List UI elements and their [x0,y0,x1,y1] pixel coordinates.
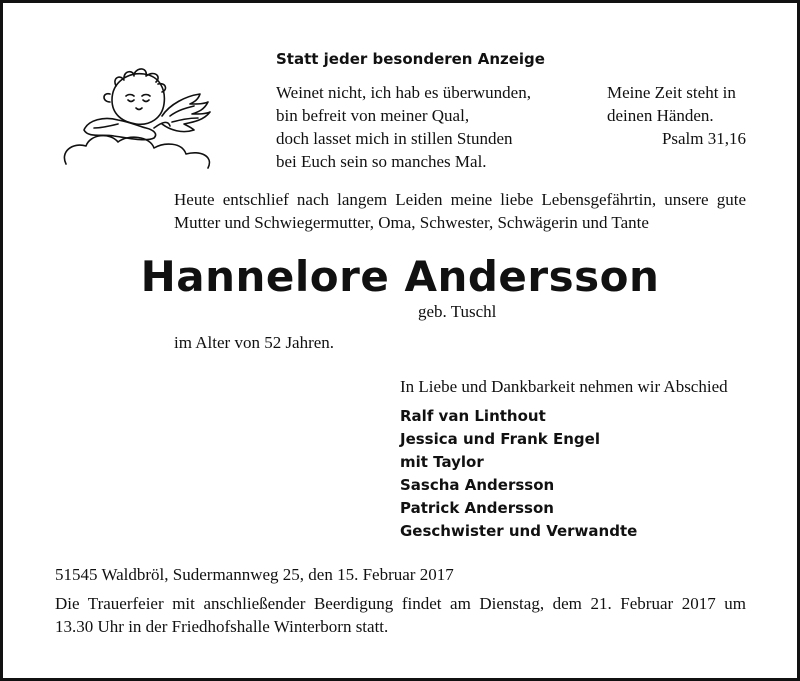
verse-reference: Psalm 31,16 [661,129,746,148]
deceased-name: Hannelore Andersson [140,252,660,301]
verse-line-1: Meine Zeit steht in [607,83,736,102]
poem-line-3: doch lasset mich in stillen Stunden [276,129,513,148]
address-date-line: 51545 Waldbröl, Sudermannweg 25, den 15. Februar 2017 [55,565,454,584]
farewell-intro: In Liebe und Dankbarkeit nehmen wir Abschied [400,377,728,396]
mourner-name: Patrick Andersson [400,499,554,517]
mourner-name: mit Taylor [400,453,484,471]
mourner-name: Geschwister und Verwandte [400,522,638,540]
intro-line-2: Mutter und Schwiegermutter, Oma, Schwester, Schwägerin und Tante [174,213,649,232]
verse-line-2: deinen Händen. [607,106,714,125]
poem-line-4: bei Euch sein so manches Mal. [276,152,487,171]
mourner-name: Sascha Andersson [400,476,555,494]
maiden-name: geb. Tuschl [418,302,497,321]
poem-line-1: Weinet nicht, ich hab es überwunden, [276,83,531,102]
ceremony-line-1: Die Trauerfeier mit anschließender Beerdigung findet am Dienstag, dem 21. Februar 2017 um [55,594,746,613]
mourner-name: Ralf van Linthout [400,407,546,425]
intro-line-1: Heute entschlief nach langem Leiden meine liebe Lebensgefährtin, unsere gute [174,190,746,209]
age-line: im Alter von 52 Jahren. [174,333,335,352]
notice-heading: Statt jeder besonderen Anzeige [276,50,545,68]
ceremony-line-2: 13.30 Uhr in der Friedhofshalle Winterborn statt. [55,617,389,636]
poem-line-2: bin befreit von meiner Qual, [276,106,470,125]
mourner-name: Jessica und Frank Engel [400,430,600,448]
cherub-illustration [58,64,248,174]
